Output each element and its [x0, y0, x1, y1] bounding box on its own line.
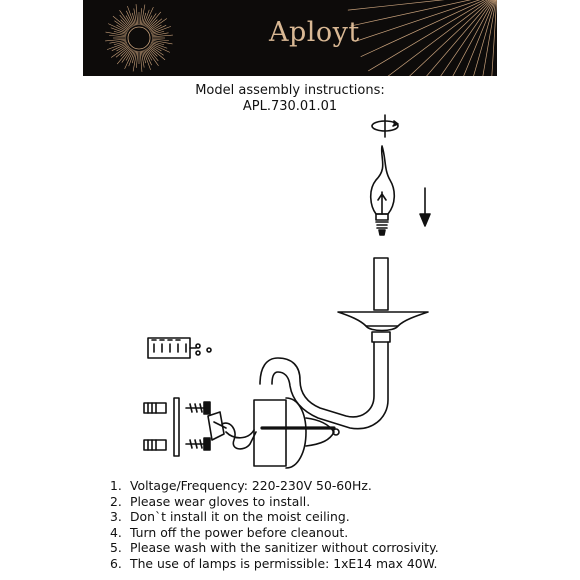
model-number: APL.730.01.01 — [242, 99, 338, 114]
mounting-plate-icon — [174, 398, 179, 456]
list-item: 1. Voltage/Frequency: 220-230V 50-60Hz. — [110, 478, 372, 493]
instructions-list — [110, 478, 439, 572]
wall-sconce-icon — [254, 258, 428, 468]
list-item: 3. Don`t install it on the moist ceiling. — [110, 509, 350, 525]
list-item: 6. The use of lamps is permissible: 1xE14 max 40W. — [110, 555, 438, 571]
candle-bulb-icon — [371, 146, 395, 235]
title-line: Model assembly instructions: — [195, 83, 385, 98]
rotate-icon — [372, 115, 398, 137]
screw-icon — [186, 402, 210, 450]
list-item: 2. Please wear gloves to install. — [110, 493, 311, 509]
down-arrow-icon — [420, 188, 430, 226]
brand-logo: Aployt — [269, 17, 360, 48]
bracket-wiring — [208, 412, 256, 449]
wall-plug-icon — [144, 403, 166, 450]
terminal-block-icon — [148, 338, 211, 358]
list-item: 5. Please wash with the sanitizer without corrosivity. — [110, 540, 439, 556]
list-item: 4. Turn off the power before cleanout. — [110, 524, 349, 540]
